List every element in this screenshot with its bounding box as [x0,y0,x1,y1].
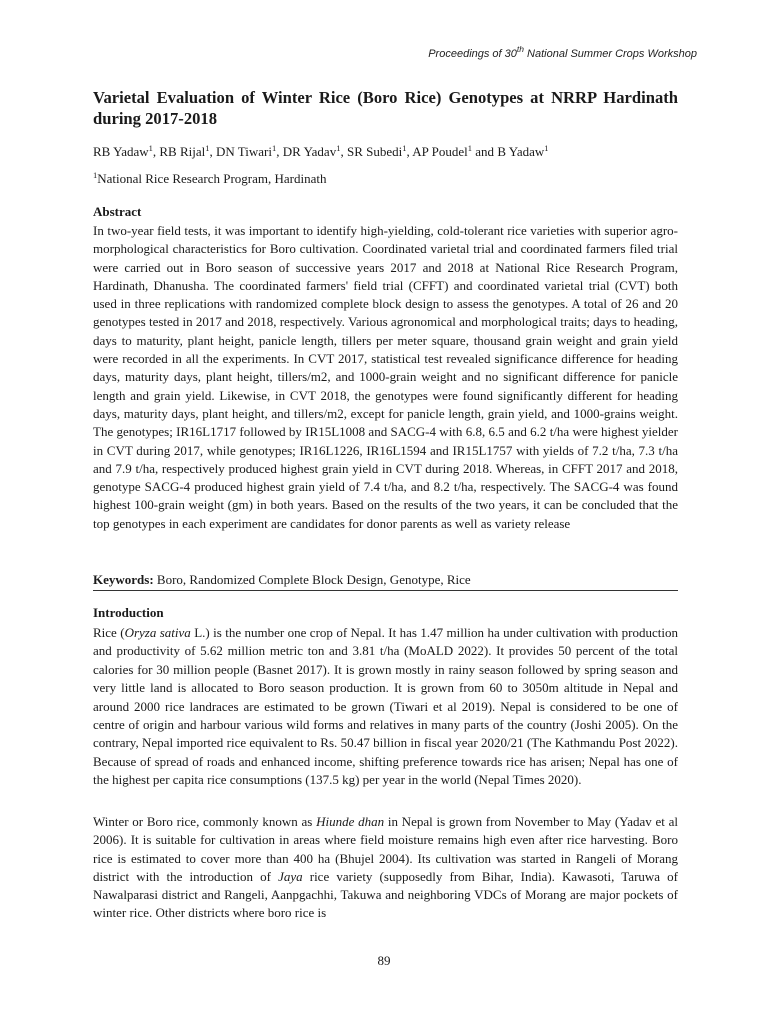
author-affiliation-mark: 1 [544,143,549,153]
author-separator: , [152,144,160,159]
page-number: 89 [377,953,391,968]
running-header-suffix: National Summer Crops Workshop [523,48,697,60]
author-name: DN Tiwari [216,144,272,159]
author-affiliation-mark: 1 [336,143,341,153]
local-name: Hiunde dhan [316,814,385,829]
affiliation [93,170,678,187]
affiliation-mark: 1 [93,170,98,180]
author-name: SR Subedi [346,144,403,159]
author-affiliation-mark: 1 [148,143,153,153]
author-affiliation-mark: 1 [467,143,473,153]
author-affiliation-mark: 1 [205,143,210,153]
abstract-heading: Abstract [93,204,142,219]
running-header [428,44,697,60]
affiliation-text: National Rice Research Program, Hardinath [97,171,327,186]
keywords-text: Boro, Randomized Complete Block Design, Genotype, Rice [153,572,471,587]
introduction-heading: Introduction [93,605,164,620]
author-separator: , [340,144,347,159]
keywords-line [93,571,678,588]
author-separator: , [406,144,413,159]
intro-p2-mid: in Nepal is grown from November to May (Yadav et al 2006). It is suitable for cultivation in areas where field moisture remains high even after rice harvesting. Boro rice is estimated to cover more than 400 ha (Bhujel 2004). Its cultivation was started in Rangeli of Morang district with the introduction of [93,814,679,884]
intro-p2-start: Winter or Boro rice, commonly known as [93,814,317,829]
species-name: Oryza sativa [124,625,191,640]
running-header-ordinal: th [516,44,524,54]
introduction-paragraph [93,813,678,923]
author-list [93,143,678,160]
section-divider [93,590,678,591]
author-separator: , [276,144,283,159]
running-header-prefix: Proceedings of 30 [428,48,517,60]
author-separator: , [209,144,216,159]
intro-p2-end: rice variety (supposedly from Bihar, India). Kawasoti, Taruwa of Nawalparasi district and Rangeli, Aanpgachhi, Takuwa and neighboring VDCs of Morang are major pockets of winter rice. Other districts where boro rice is [93,868,678,921]
intro-p1-start: Rice ( [93,625,125,640]
author-affiliation-mark: 1 [402,143,407,153]
author-affiliation-mark: 1 [272,143,277,153]
paper-title: Varietal Evaluation of Winter Rice (Boro Rice) Genotypes at NRRP Hardinath during 2017-2018 [93,88,678,128]
author-separator: and [472,144,498,159]
author-name: RB Yadaw [93,144,149,159]
abstract-body: In two-year field tests, it was important to identify high-yielding, cold-tolerant rice varieties with superior agro-morphological characteristics for Boro cultivation. Coordinated varietal trial and coordinated farmers filed trial were carried out in Boro season of successive years 2017 and 2018 at National Rice Research Program, Hardinath, Dhanusha. The coordinated farmers' field trial (CFFT) and coordinated varietal trial (CVT) both used in three replications with randomized complete block design to assess the genotypes. A total of 26 and 20 genotypes tested in 2017 and 2018, respectively. Various agronomical and morphological traits; days to heading, days to maturity, plant height, panicle length, tillers per meter square, thousand grain weight and grain yield were recorded in all the experiments. In CVT 2017, statistical test revealed significance difference for heading days, maturity days, plant height, tillers/m2, and 1000-grain weight and no significant difference for panicle length and grain yield. Likewise, in CVT 2018, the genotypes were found significantly different for heading days, maturity days, plant height, and tillers/m2, except for panicle length, grain yield, and 1000-grains weight. The genotypes; IR16L1717 followed by IR15L1008 and SACG-4 with 6.8, 6.5 and 6.2 t/ha were highest yielder in CVT during 2017, while genotypes; IR16L1226, IR16L1594 and IR15L1757 with yields of 7.2 t/ha, 7.3 t/ha and 7.9 t/ha, respectively produced highest grain yield in CVT during 2018. Whereas, in CFFT 2017 and 2018, genotype SACG-4 produced highest grain yield of 7.4 t/ha, and 8.2 t/ha, respectively. The SACG-4 was found highest 100-grain weight (gm) in both years. Based on the results of the two years, it can be concluded that the top genotypes in each experiment are candidates for donor parents as well as variety release [93,223,678,531]
intro-p1-rest: L.) is the number one crop of Nepal. It has 1.47 million ha under cultivation with production and productivity of 5.62 million metric ton and 3.81 t/ha (MoALD 2022). It provides 50 percent of the total calories for 30 million people (Basnet 2017). It is grown mostly in rainy season followed by spring season and very little land is allocated to Boro season production. It is grown from 60 to 3050m altitude in Nepal and around 2000 rice landraces are estimated to be grown (Tiwari et al 2019). Nepal is considered to be one of centre of origin and harbour various wild forms and relatives in many parts of the country (Joshi 2005). On the contrary, Nepal imported rice equivalent to Rs. 50.47 billion in fiscal year 2020/21 (The Kathmandu Post 2022). Because of spread of roads and enhanced income, shifting preference towards rice has arisen; Nepal has one of the highest per capita rice consumptions (137.5 kg) per year in the world (Nepal Times 2020). [93,625,678,788]
keywords-label: Keywords: [93,572,154,587]
author-name: AP Poudel [412,144,468,159]
variety-name: Jaya [278,868,303,884]
author-name: DR Yadav [282,144,337,159]
author-name: RB Rijal [159,144,206,159]
introduction-paragraph [93,624,678,790]
author-name: B Yadaw [497,144,545,159]
